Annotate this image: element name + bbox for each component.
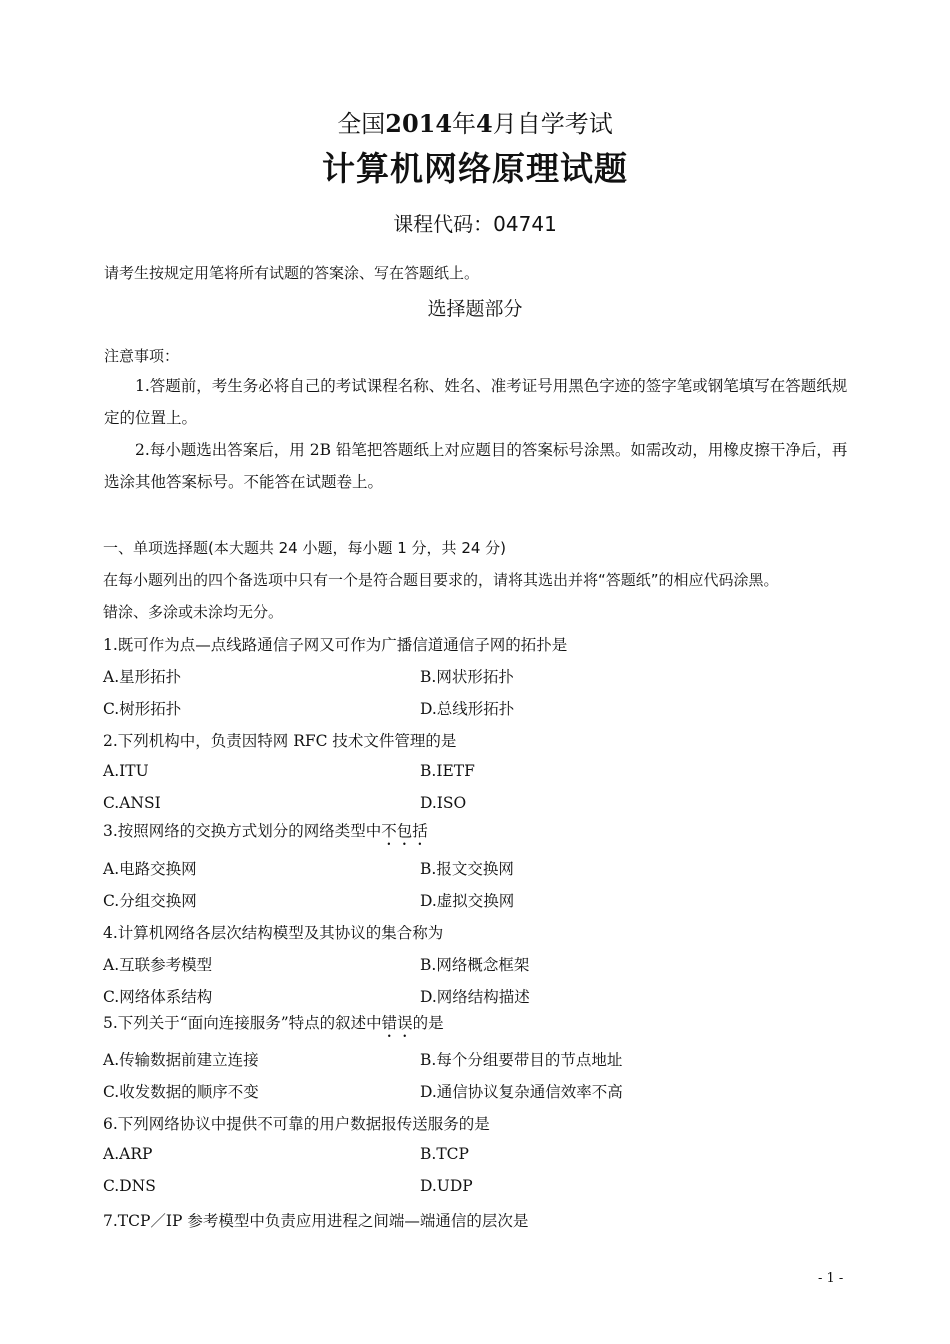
q3-stem-text: 3.按照网络的交换方式划分的网络类型中 — [103, 822, 382, 840]
q5-option-a: A.传输数据前建立连接 — [103, 1051, 259, 1069]
title-prefix: 全国 — [337, 110, 386, 138]
q2-option-b: B.IETF — [420, 762, 475, 780]
q3-option-b: B.报文交换网 — [420, 860, 514, 878]
q3-option-a: A.电路交换网 — [103, 860, 197, 878]
question-7-stem: 7.TCP／IP 参考模型中负责应用进程之间端—端通信的层次是 — [103, 1212, 529, 1230]
notice-item-2: 2.每小题选出答案后，用 2B 铅笔把答题纸上对应题目的答案标号涂黑。如需改动，用橡皮擦干净后，再选涂其他答案标号。不能答在试题卷上。 — [104, 441, 848, 491]
q1-option-b: B.网状形拓扑 — [420, 668, 514, 686]
part1-description: 在每小题列出的四个备选项中只有一个是符合题目要求的，请将其选出并将“答题纸”的相应代码涂黑。 — [103, 571, 779, 589]
q5-option-d: D.通信协议复杂通信效率不高 — [420, 1083, 623, 1101]
q3-option-d: D.虚拟交换网 — [420, 892, 515, 910]
notice-item-1: 1.答题前，考生务必将自己的考试课程名称、姓名、准考证号用黑色字迹的签字笔或钢笔填写在答题纸规定的位置上。 — [104, 377, 848, 427]
question-6-stem: 6.下列网络协议中提供不可靠的用户数据报传送服务的是 — [103, 1115, 490, 1133]
part1-heading: 一、单项选择题(本大题共 24 小题，每小题 1 分，共 24 分) — [103, 539, 507, 557]
q1-option-d: D.总线形拓扑 — [420, 700, 515, 718]
title-month-suffix: 月自学考试 — [492, 110, 613, 138]
course-code: 课程代码：04741 — [393, 212, 557, 236]
q5-stem-text: 5.下列关于“面向连接服务”特点的叙述中 — [103, 1014, 382, 1032]
title-month: 4 — [476, 109, 493, 138]
q5-stem-tail: 的是 — [412, 1014, 444, 1032]
q4-option-c: C.网络体系结构 — [103, 988, 213, 1006]
q3-option-c: C.分组交换网 — [103, 892, 197, 910]
notice-heading: 注意事项： — [104, 347, 180, 365]
q4-option-b: B.网络概念框架 — [420, 956, 530, 974]
exam-subject-title: 计算机网络原理试题 — [322, 149, 628, 188]
q5-stem-emphasis: 错误 — [381, 1014, 413, 1032]
question-2-stem: 2.下列机构中，负责因特网 RFC 技术文件管理的是 — [103, 732, 457, 750]
question-4-stem: 4.计算机网络各层次结构模型及其协议的集合称为 — [103, 924, 444, 942]
q5-option-b: B.每个分组要带目的节点地址 — [420, 1051, 623, 1069]
q5-option-c: C.收发数据的顺序不变 — [103, 1083, 259, 1101]
q2-option-a: A.ITU — [103, 762, 149, 780]
q6-option-b: B.TCP — [420, 1145, 469, 1163]
page-number: - 1 - — [818, 1271, 844, 1286]
exam-title-line — [0, 104, 950, 139]
question-3-stem — [103, 819, 428, 849]
title-year-suffix: 年 — [452, 110, 477, 138]
title-year: 2014 — [385, 109, 453, 138]
q2-option-d: D.ISO — [420, 794, 467, 812]
q4-option-a: A.互联参考模型 — [103, 956, 213, 974]
question-1-stem: 1.既可作为点—点线路通信子网又可作为广播信道通信子网的拓扑是 — [103, 636, 568, 654]
q6-option-d: D.UDP — [420, 1177, 473, 1195]
section-title: 选择题部分 — [427, 298, 523, 320]
answer-instruction: 请考生按规定用笔将所有试题的答案涂、写在答题纸上。 — [104, 264, 480, 282]
q4-option-d: D.网络结构描述 — [420, 988, 530, 1006]
part1-description-2: 错涂、多涂或未涂均无分。 — [103, 603, 284, 621]
q6-option-c: C.DNS — [103, 1177, 156, 1195]
q6-option-a: A.ARP — [103, 1145, 153, 1163]
q1-option-a: A.星形拓扑 — [103, 668, 182, 686]
q3-stem-emphasis: 不包括 — [381, 822, 428, 840]
q2-option-c: C.ANSI — [103, 794, 161, 812]
q1-option-c: C.树形拓扑 — [103, 700, 182, 718]
question-5-stem — [103, 1011, 444, 1041]
